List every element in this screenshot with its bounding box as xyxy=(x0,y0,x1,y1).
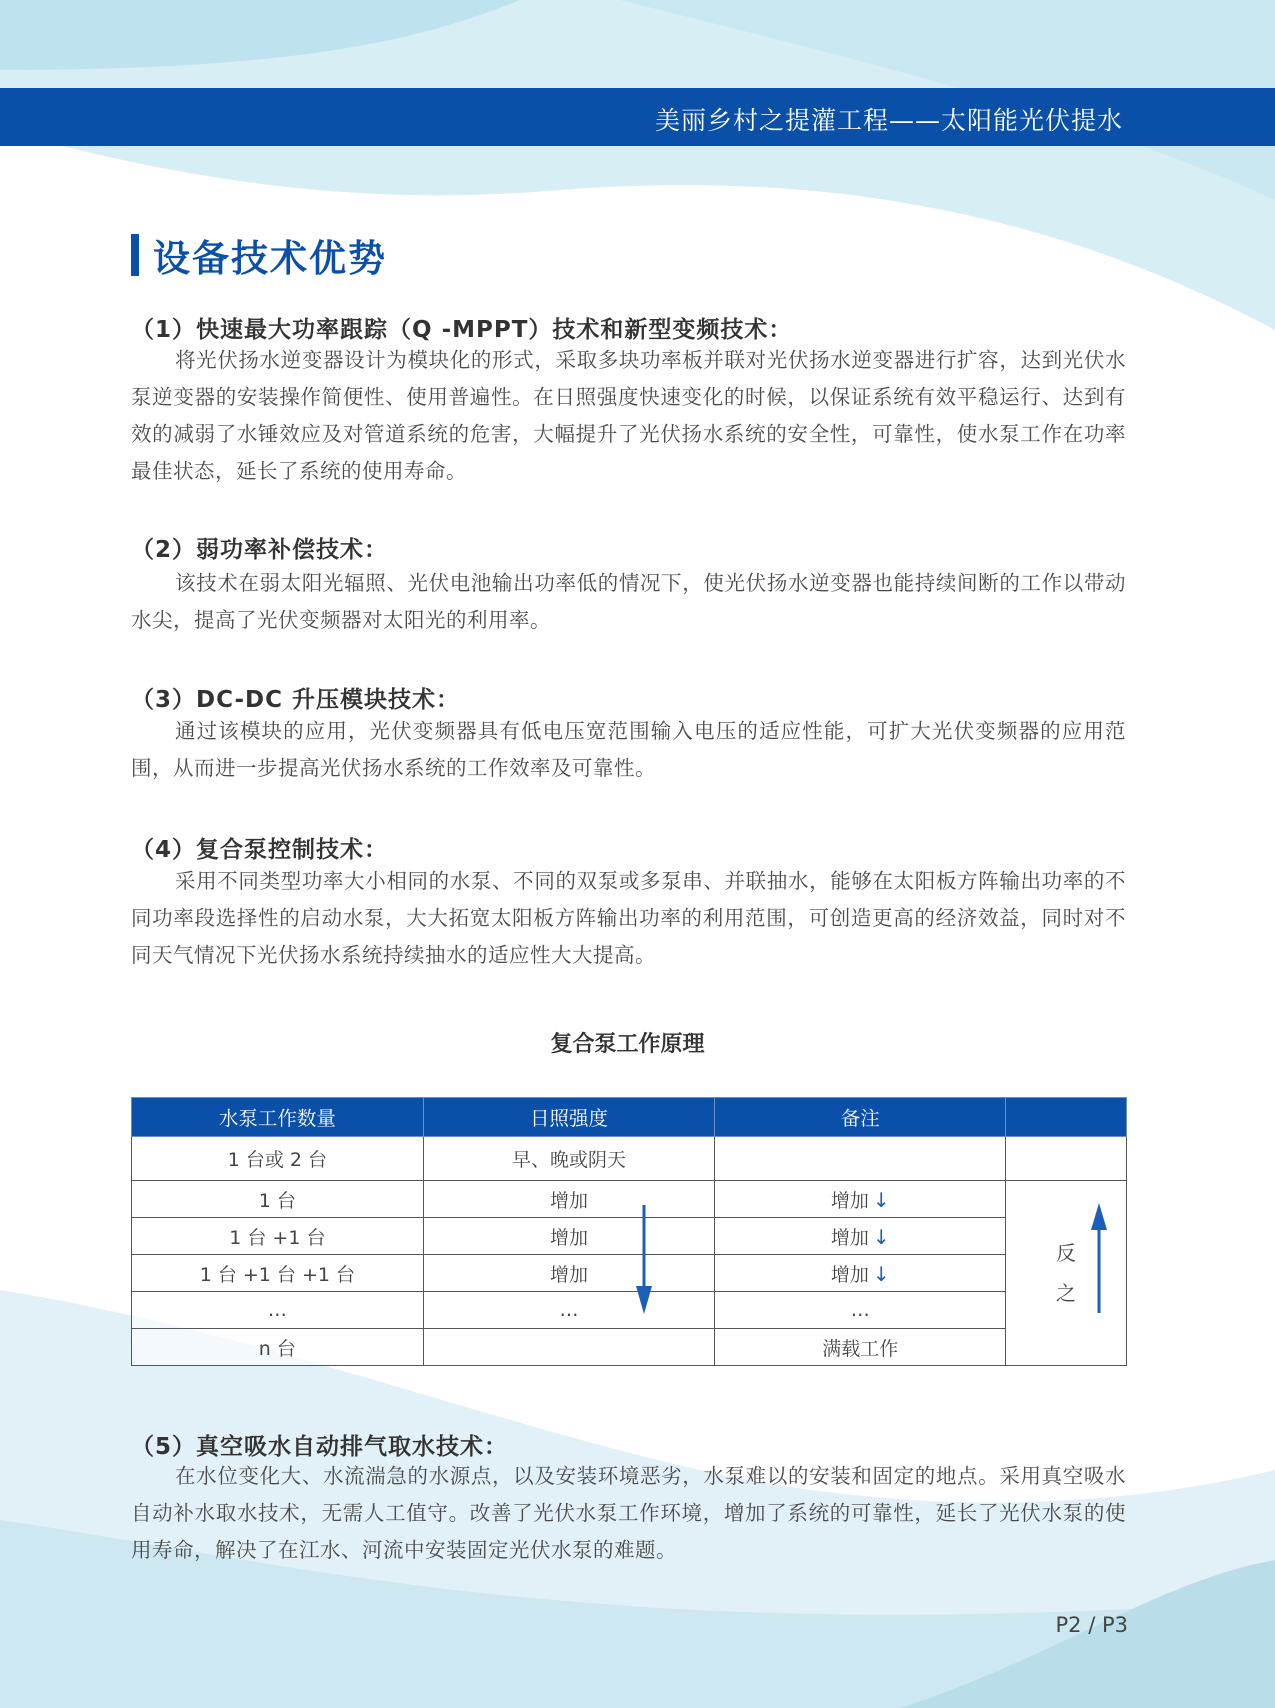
note-text: 增加 xyxy=(830,1226,869,1249)
table-cell-count: n 台 xyxy=(132,1329,424,1366)
section-accent-bar xyxy=(131,234,139,276)
item-body-3: 通过该模块的应用，光伏变频器具有低电压宽范围输入电压的适应性能，可扩大光伏变频器的应用范围，从而进一步提高光伏扬水系统的工作效率及可靠性。 xyxy=(131,719,1126,780)
table-cell-count: 1 台 xyxy=(132,1181,424,1218)
table-cell-count: 1 台或 2 台 xyxy=(132,1137,424,1181)
table-cell-intensity: 增加 xyxy=(423,1255,715,1292)
page-number: P2 / P3 xyxy=(1055,1613,1128,1637)
side-label-2: 之 xyxy=(1056,1281,1077,1305)
table-row xyxy=(132,1218,1127,1255)
down-arrow-icon: ↓ xyxy=(872,1261,890,1286)
side-label-1: 反 xyxy=(1056,1241,1077,1265)
table-header-empty xyxy=(1006,1098,1127,1137)
table-cell-side-empty xyxy=(1006,1137,1127,1181)
table-cell-note xyxy=(715,1137,1006,1181)
table-row xyxy=(132,1329,1127,1366)
table-header-count: 水泵工作数量 xyxy=(132,1098,424,1137)
table-cell-note xyxy=(715,1255,1006,1292)
table-cell-count: … xyxy=(132,1292,424,1329)
table-cell-intensity: 增加 xyxy=(423,1218,715,1255)
item-body-2: 该技术在弱太阳光辐照、光伏电池输出功率低的情况下，使光伏扬水逆变器也能持续间断的工作以带动水尖，提高了光伏变频器对太阳光的利用率。 xyxy=(131,571,1126,632)
item-heading-5: （5）真空吸水自动排气取水技术： xyxy=(131,1434,509,1460)
section-title-text: 设备技术优势 xyxy=(153,237,387,280)
table-cell-note xyxy=(715,1218,1006,1255)
table-caption: 复合泵工作原理 xyxy=(550,1032,705,1057)
table-cell-intensity: … xyxy=(423,1292,715,1329)
table-cell-note: 满载工作 xyxy=(715,1329,1006,1366)
table-header-intensity: 日照强度 xyxy=(423,1098,715,1137)
table-cell-intensity: 早、晚或阴天 xyxy=(423,1137,715,1181)
table-cell-note: … xyxy=(715,1292,1006,1329)
item-body-4: 采用不同类型功率大小相同的水泵、不同的双泵或多泵串、并联抽水，能够在太阳板方阵输出功率的不同功率段选择性的启动水泵，大大拓宽太阳板方阵输出功率的利用范围，可创造更高的经济效益，同时对不同天气情况下光伏扬水系统持续抽水的适应性大大提高。 xyxy=(131,869,1126,967)
item-body-1: 将光伏扬水逆变器设计为模块化的形式，采取多块功率板并联对光伏扬水逆变器进行扩容，达到光伏水泵逆变器的安装操作简便性、使用普遍性。在日照强度快速变化的时候，以保证系统有效平稳运行、达到有效的减弱了水锤效应及对管道系统的危害，大幅提升了光伏扬水系统的安全性，可靠性，使水泵工作在功率最佳状态，延长了系统的使用寿命。 xyxy=(131,348,1126,483)
pump-table xyxy=(131,1097,1127,1366)
table-row xyxy=(132,1181,1127,1218)
header-band xyxy=(0,88,1275,146)
table-row xyxy=(132,1292,1127,1329)
down-arrow-icon: ↓ xyxy=(872,1224,890,1249)
item-heading-4: （4）复合泵控制技术： xyxy=(131,837,389,863)
table-cell-count: 1 台 +1 台 xyxy=(132,1218,424,1255)
table-cell-note xyxy=(715,1181,1006,1218)
table-cell-side-label xyxy=(1006,1181,1127,1366)
note-text: 增加 xyxy=(830,1189,869,1212)
table-row xyxy=(132,1137,1127,1181)
section-title xyxy=(131,233,387,280)
table-cell-intensity xyxy=(423,1329,715,1366)
item-body-5: 在水位变化大、水流湍急的水源点，以及安装环境恶劣，水泵难以的安装和固定的地点。采用真空吸水自动补水取水技术，无需人工值守。改善了光伏水泵工作环境，增加了系统的可靠性，延长了光伏水泵的使用寿命，解决了在江水、河流中安装固定光伏水泵的难题。 xyxy=(131,1464,1126,1562)
note-text: 增加 xyxy=(830,1263,869,1286)
item-heading-2: （2）弱功率补偿技术： xyxy=(131,537,389,563)
table-cell-count: 1 台 +1 台 +1 台 xyxy=(132,1255,424,1292)
item-heading-3: （3）DC-DC 升压模块技术： xyxy=(131,687,461,713)
down-arrow-icon: ↓ xyxy=(872,1187,890,1212)
table-header-note: 备注 xyxy=(715,1098,1006,1137)
table-cell-intensity: 增加 xyxy=(423,1181,715,1218)
table-header-row xyxy=(132,1098,1127,1137)
item-heading-1: （1）快速最大功率跟踪（Q -MPPT）技术和新型变频技术： xyxy=(131,317,793,343)
header-title: 美丽乡村之提灌工程——太阳能光伏提水 xyxy=(654,106,1123,135)
table-row xyxy=(132,1255,1127,1292)
